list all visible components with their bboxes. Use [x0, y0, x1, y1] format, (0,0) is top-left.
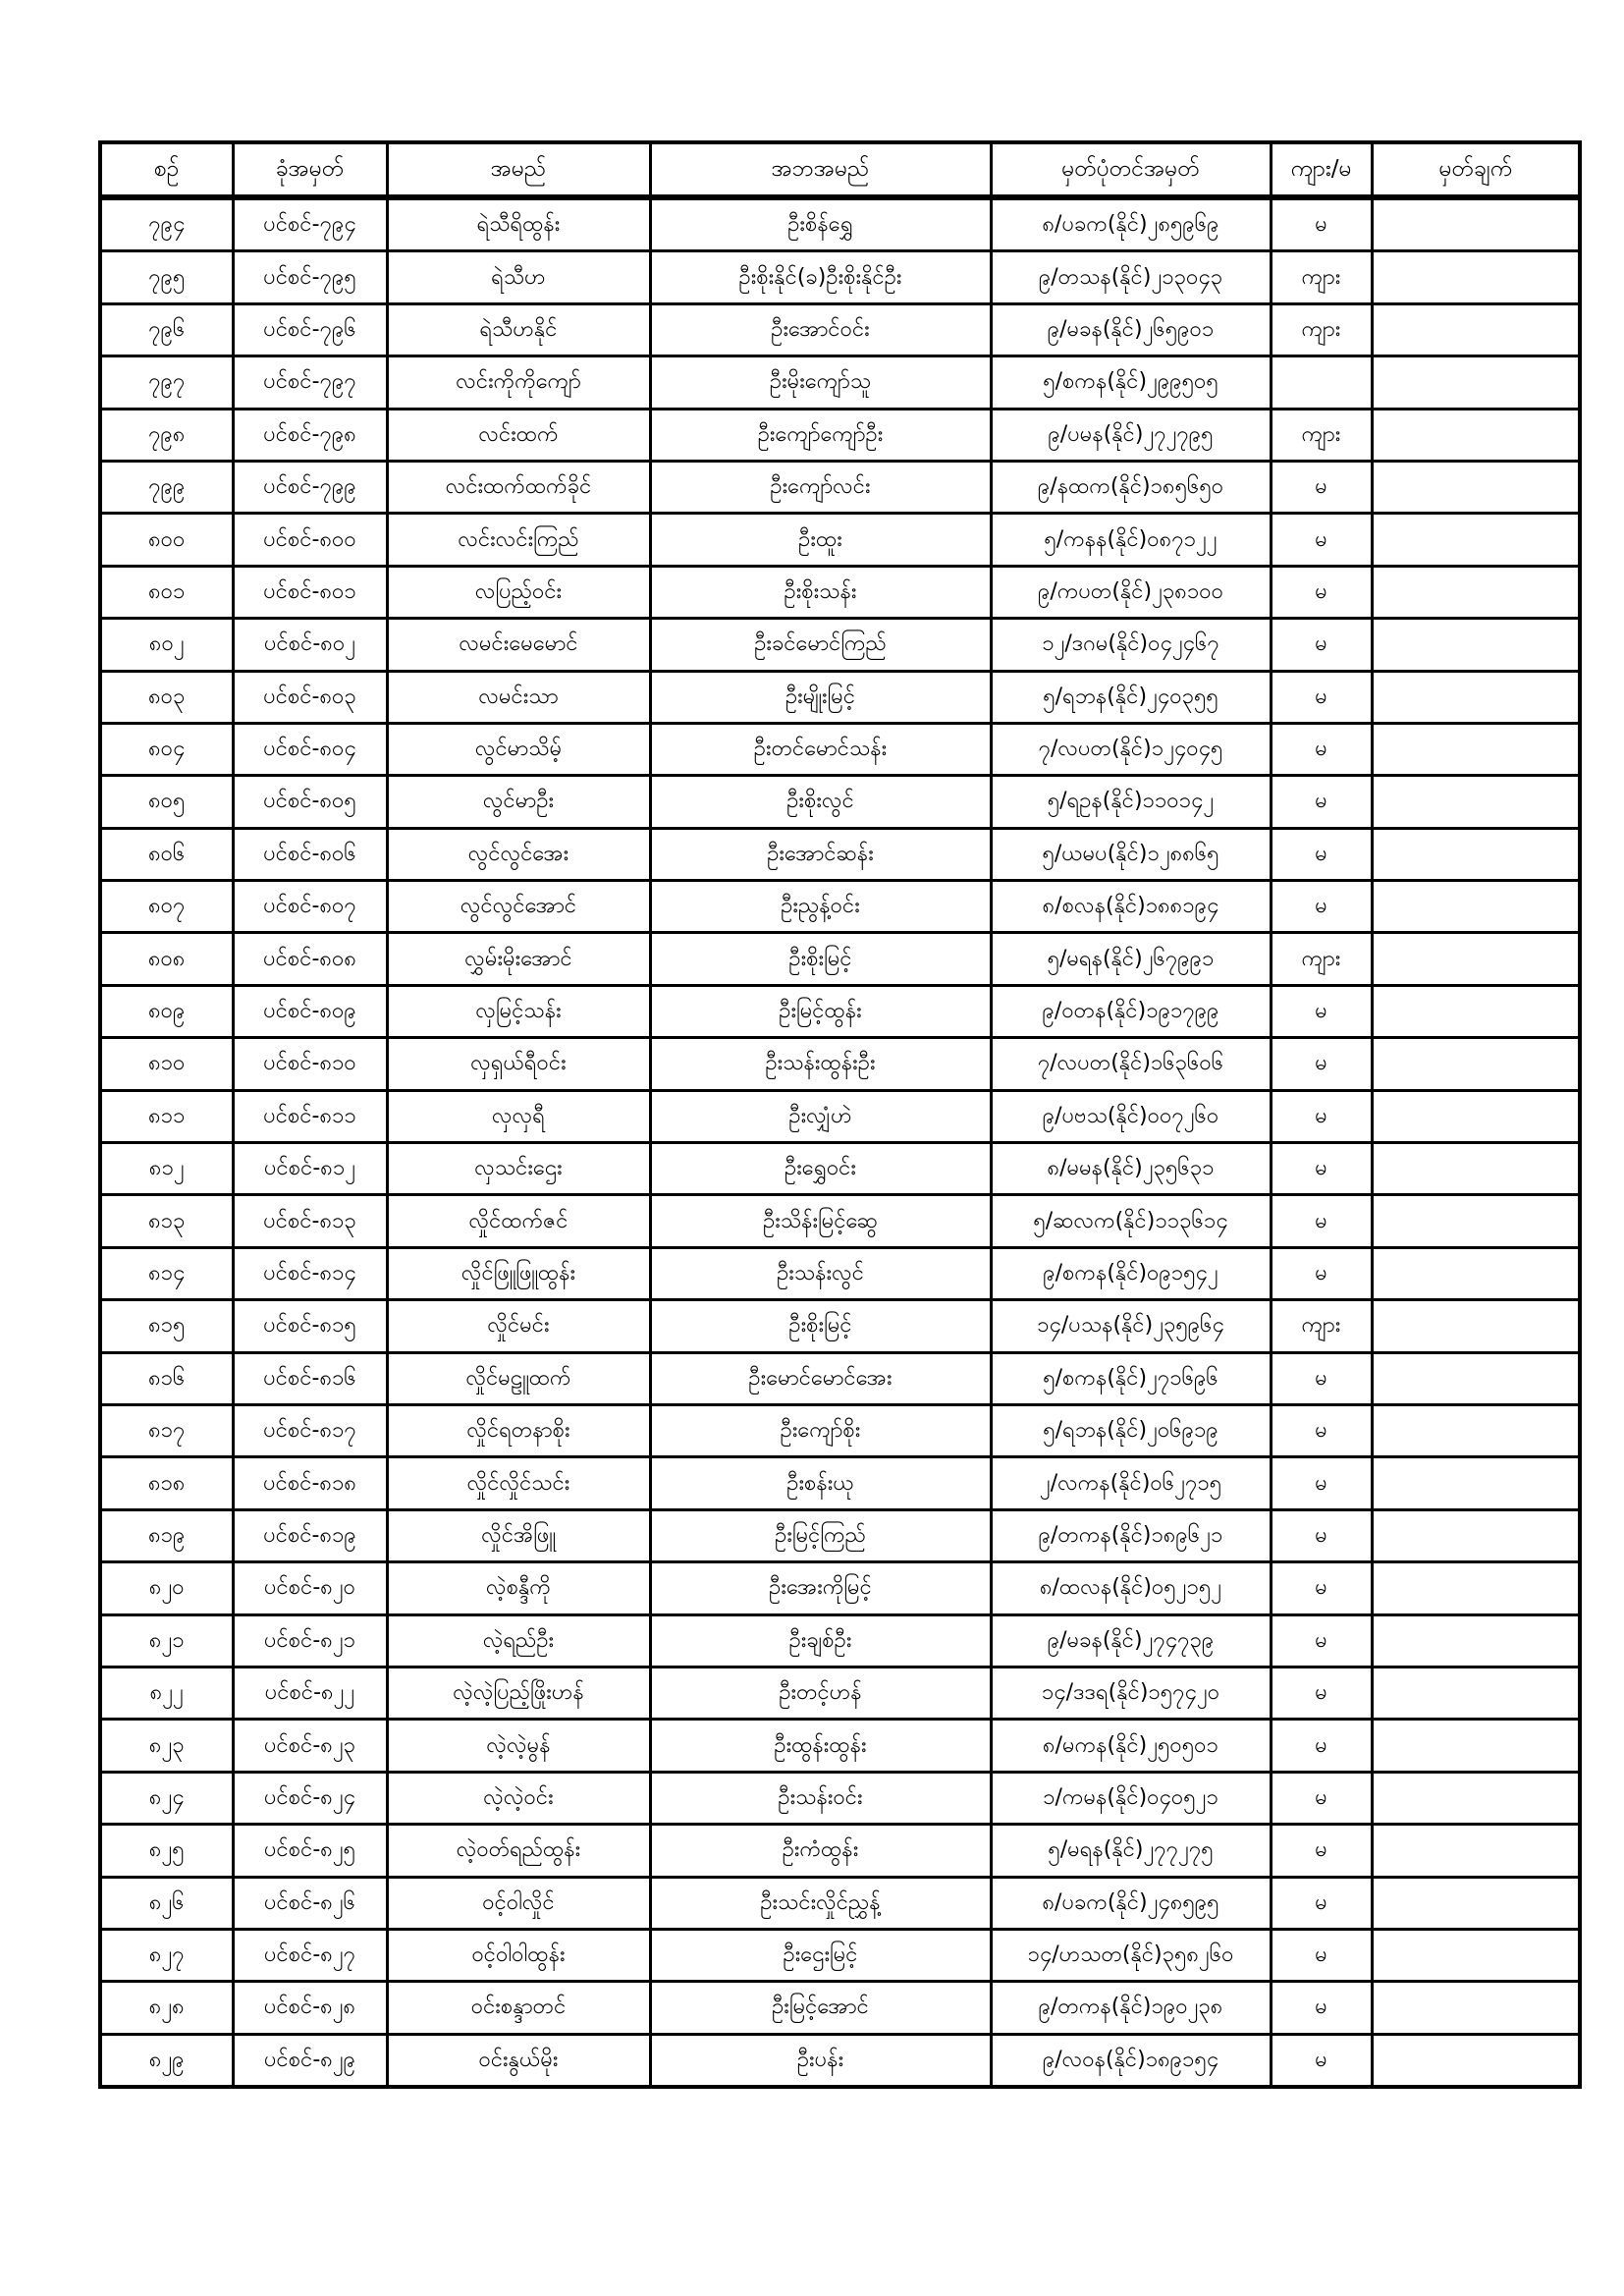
column-header-seat-number: ခုံအမှတ် [233, 142, 387, 197]
cell-seat-number: ပင်စင်-၈၁၆ [233, 1352, 387, 1404]
cell-nrc-number: ၉/ပဗသ(နိုင်)၀၀၇၂၆၀ [991, 1090, 1271, 1142]
cell-gender: မ [1271, 1404, 1372, 1456]
cell-seat-number: ပင်စင်-၈၀၇ [233, 881, 387, 933]
cell-nrc-number: ၇/လပတ(နိုင်)၁၆၃၆၀၆ [991, 1038, 1271, 1090]
table-row [100, 251, 1580, 303]
cell-seat-number: ပင်စင်-၈၂၁ [233, 1614, 387, 1667]
cell-father-name: ဦးအေးကိုမြင့် [650, 1562, 991, 1614]
table-body [100, 197, 1580, 2087]
cell-gender: မ [1271, 1509, 1372, 1561]
cell-name: ရဲသီရိထွန်း [387, 197, 650, 251]
cell-remarks [1372, 1720, 1580, 1772]
cell-serial-no: ၈၁၂ [100, 1143, 233, 1195]
cell-name: လဲ့လဲ့မွန် [387, 1720, 650, 1772]
cell-gender: မ [1271, 1090, 1372, 1142]
cell-nrc-number: ၁၄/ဟသတ(နိုင်)၃၅၈၂၆၀ [991, 1929, 1271, 1981]
column-header-nrc-number: မှတ်ပုံတင်အမှတ် [991, 142, 1271, 197]
table-row [100, 619, 1580, 671]
cell-father-name: ဦးစိုးသန်း [650, 566, 991, 618]
cell-name: လှိုင်ထက်ဇင် [387, 1195, 650, 1247]
cell-serial-no: ၈၁၁ [100, 1090, 233, 1142]
table-row [100, 1195, 1580, 1247]
column-header-remarks: မှတ်ချက် [1372, 142, 1580, 197]
cell-seat-number: ပင်စင်-၇၉၈ [233, 409, 387, 461]
table-row [100, 303, 1580, 355]
cell-nrc-number: ၉/မခန(နိုင်)၂၇၄၇၃၉ [991, 1614, 1271, 1667]
cell-name: လှိုင်လှိုင်သင်း [387, 1457, 650, 1509]
cell-remarks [1372, 985, 1580, 1037]
cell-name: လဲ့စန္ဒီကို [387, 1562, 650, 1614]
table-row [100, 933, 1580, 985]
cell-seat-number: ပင်စင်-၈၀၅ [233, 776, 387, 828]
table-row [100, 881, 1580, 933]
cell-serial-no: ၈၂၃ [100, 1720, 233, 1772]
cell-remarks [1372, 1562, 1580, 1614]
table-row [100, 1300, 1580, 1352]
cell-remarks [1372, 1195, 1580, 1247]
cell-serial-no: ၈၂၀ [100, 1562, 233, 1614]
cell-gender: မ [1271, 1877, 1372, 1929]
cell-seat-number: ပင်စင်-၇၉၇ [233, 356, 387, 409]
cell-seat-number: ပင်စင်-၈၂၃ [233, 1720, 387, 1772]
cell-seat-number: ပင်စင်-၈၀၄ [233, 723, 387, 775]
cell-father-name: ဦးသန်းလွင် [650, 1247, 991, 1299]
cell-nrc-number: ၈/စလန(နိုင်)၁၈၈၁၉၄ [991, 881, 1271, 933]
cell-gender: မ [1271, 671, 1372, 723]
cell-seat-number: ပင်စင်-၈၀၁ [233, 566, 387, 618]
header-row [100, 142, 1580, 197]
cell-father-name: ဦးထူး [650, 514, 991, 566]
cell-serial-no: ၇၉၄ [100, 197, 233, 251]
cell-serial-no: ၈၀၈ [100, 933, 233, 985]
cell-gender: မ [1271, 1143, 1372, 1195]
table-row [100, 1982, 1580, 2034]
table-row [100, 1457, 1580, 1509]
cell-seat-number: ပင်စင်-၈၁၉ [233, 1509, 387, 1561]
cell-father-name: ဦးသိန်းမြင့်ဆွေ [650, 1195, 991, 1247]
table-row [100, 1720, 1580, 1772]
cell-name: လှိုင်ဖြူဖြူထွန်း [387, 1247, 650, 1299]
cell-remarks [1372, 671, 1580, 723]
cell-remarks [1372, 409, 1580, 461]
cell-remarks [1372, 881, 1580, 933]
cell-remarks [1372, 2034, 1580, 2087]
cell-father-name: ဦးစိုးလွင် [650, 776, 991, 828]
cell-seat-number: ပင်စင်-၈၂၀ [233, 1562, 387, 1614]
cell-nrc-number: ၉/ကပတ(နိုင်)၂၃၈၁၀၀ [991, 566, 1271, 618]
cell-nrc-number: ၅/မရန(နိုင်)၂၆၇၉၉၁ [991, 933, 1271, 985]
cell-remarks [1372, 1143, 1580, 1195]
cell-father-name: ဦးမောင်မောင်အေး [650, 1352, 991, 1404]
cell-father-name: ဦးချစ်ဦး [650, 1614, 991, 1667]
cell-nrc-number: ၈/မကန(နိုင်)၂၅၀၅၀၁ [991, 1720, 1271, 1772]
cell-nrc-number: ၅/စကန(နိုင်)၂၉၉၅၀၅ [991, 356, 1271, 409]
cell-serial-no: ၈၀၆ [100, 828, 233, 880]
cell-gender: မ [1271, 776, 1372, 828]
cell-remarks [1372, 1614, 1580, 1667]
cell-remarks [1372, 1038, 1580, 1090]
cell-nrc-number: ၉/နထက(နိုင်)၁၈၅၆၅၀ [991, 461, 1271, 513]
cell-gender: မ [1271, 1614, 1372, 1667]
cell-gender: မ [1271, 1982, 1372, 2034]
table-row [100, 409, 1580, 461]
column-header-name: အမည် [387, 142, 650, 197]
cell-remarks [1372, 1929, 1580, 1981]
table-row [100, 514, 1580, 566]
column-header-gender: ကျား/မ [1271, 142, 1372, 197]
cell-name: လွင်မာဦး [387, 776, 650, 828]
cell-gender: မ [1271, 1352, 1372, 1404]
cell-gender: မ [1271, 619, 1372, 671]
cell-nrc-number: ၈/ပခက(နိုင်)၂၄၈၅၉၅ [991, 1877, 1271, 1929]
cell-nrc-number: ၁/ကမန(နိုင်)၀၄၀၅၂၁ [991, 1772, 1271, 1824]
cell-father-name: ဦးအောင်ဆန်း [650, 828, 991, 880]
cell-nrc-number: ၉/ဝတန(နိုင်)၁၉၁၇၉၉ [991, 985, 1271, 1037]
cell-serial-no: ၈၀၀ [100, 514, 233, 566]
cell-name: လွင်လွင်အေး [387, 828, 650, 880]
cell-seat-number: ပင်စင်-၇၉၆ [233, 303, 387, 355]
cell-remarks [1372, 1772, 1580, 1824]
cell-nrc-number: ၉/စကန(နိုင်)၀၉၁၅၄၂ [991, 1247, 1271, 1299]
cell-gender: မ [1271, 1195, 1372, 1247]
cell-gender: မ [1271, 1457, 1372, 1509]
cell-serial-no: ၈၁၆ [100, 1352, 233, 1404]
cell-father-name: ဦးပန်း [650, 2034, 991, 2087]
table-row [100, 356, 1580, 409]
table-row [100, 1929, 1580, 1981]
cell-father-name: ဦးအောင်ဝင်း [650, 303, 991, 355]
cell-father-name: ဦးကံထွန်း [650, 1825, 991, 1877]
cell-gender: မ [1271, 566, 1372, 618]
cell-name: လှလှရီ [387, 1090, 650, 1142]
cell-father-name: ဦးစိုးမြင့် [650, 933, 991, 985]
cell-nrc-number: ၅/ရဘန(နိုင်)၂၀၆၉၁၉ [991, 1404, 1271, 1456]
cell-remarks [1372, 723, 1580, 775]
cell-remarks [1372, 1825, 1580, 1877]
cell-name: ဝင်းစန္ဒာတင် [387, 1982, 650, 2034]
cell-father-name: ဦးမြင့်ကြည် [650, 1509, 991, 1561]
cell-name: လွင်လွင်အောင် [387, 881, 650, 933]
table-row [100, 1143, 1580, 1195]
cell-name: လှိုင်ရတနာစိုး [387, 1404, 650, 1456]
cell-name: ဝင့်ဝါလှိုင် [387, 1877, 650, 1929]
cell-serial-no: ၈၁၄ [100, 1247, 233, 1299]
cell-name: လမင်းမေမောင် [387, 619, 650, 671]
cell-seat-number: ပင်စင်-၈၁၀ [233, 1038, 387, 1090]
cell-father-name: ဦးစန်းယု [650, 1457, 991, 1509]
cell-remarks [1372, 1404, 1580, 1456]
cell-father-name: ဦးသန်းဝင်း [650, 1772, 991, 1824]
cell-name: လပြည့်ဝင်း [387, 566, 650, 618]
cell-seat-number: ပင်စင်-၈၀၃ [233, 671, 387, 723]
cell-seat-number: ပင်စင်-၈၂၉ [233, 2034, 387, 2087]
column-header-serial-no: စဉ် [100, 142, 233, 197]
cell-nrc-number: ၂/လကန(နိုင်)၀၆၂၇၁၅ [991, 1457, 1271, 1509]
cell-nrc-number: ၇/လပတ(နိုင်)၁၂၄၀၄၅ [991, 723, 1271, 775]
cell-nrc-number: ၅/ယမပ(နိုင်)၁၂၈၈၆၅ [991, 828, 1271, 880]
cell-seat-number: ပင်စင်-၈၀၈ [233, 933, 387, 985]
cell-remarks [1372, 619, 1580, 671]
candidate-list-table [98, 140, 1582, 2089]
cell-nrc-number: ၉/လဝန(နိုင်)၁၈၉၁၅၄ [991, 2034, 1271, 2087]
cell-gender: ကျား [1271, 409, 1372, 461]
table-row [100, 197, 1580, 251]
cell-remarks [1372, 356, 1580, 409]
cell-nrc-number: ၁၂/ဒဂမ(နိုင်)၀၄၂၄၆၇ [991, 619, 1271, 671]
cell-father-name: ဦးရွှေဝင်း [650, 1143, 991, 1195]
cell-name: လဲ့လဲ့ပြည့်ဖြိုးဟန် [387, 1667, 650, 1719]
cell-father-name: ဦးမျိုးမြင့် [650, 671, 991, 723]
cell-father-name: ဦးထွန်းထွန်း [650, 1720, 991, 1772]
cell-seat-number: ပင်စင်-၇၉၉ [233, 461, 387, 513]
cell-name: ရဲသီဟနိုင် [387, 303, 650, 355]
cell-remarks [1372, 197, 1580, 251]
cell-father-name: ဦးစိုးမြင့် [650, 1300, 991, 1352]
cell-remarks [1372, 461, 1580, 513]
cell-gender: မ [1271, 514, 1372, 566]
cell-serial-no: ၈၂၇ [100, 1929, 233, 1981]
cell-remarks [1372, 251, 1580, 303]
cell-gender [1271, 356, 1372, 409]
cell-gender: မ [1271, 723, 1372, 775]
cell-serial-no: ၈၂၂ [100, 1667, 233, 1719]
cell-gender: မ [1271, 1720, 1372, 1772]
cell-gender: မ [1271, 197, 1372, 251]
cell-name: လဲ့ဝတ်ရည်ထွန်း [387, 1825, 650, 1877]
cell-gender: မ [1271, 1825, 1372, 1877]
cell-gender: ကျား [1271, 251, 1372, 303]
cell-name: ဝင်းနွယ်မိုး [387, 2034, 650, 2087]
cell-serial-no: ၈၂၈ [100, 1982, 233, 2034]
cell-father-name: ဦးစိုးနိုင်(ခ)ဦးစိုးနိုင်ဦး [650, 251, 991, 303]
cell-remarks [1372, 1667, 1580, 1719]
cell-father-name: ဦးတင့်ဟန် [650, 1667, 991, 1719]
cell-name: လှရှယ်ရီဝင်း [387, 1038, 650, 1090]
cell-nrc-number: ၅/မရန(နိုင်)၂၇၇၂၇၅ [991, 1825, 1271, 1877]
cell-name: လှိုင်အိဖြူ [387, 1509, 650, 1561]
cell-seat-number: ပင်စင်-၈၁၃ [233, 1195, 387, 1247]
cell-seat-number: ပင်စင်-၈၀၀ [233, 514, 387, 566]
cell-serial-no: ၈၁၅ [100, 1300, 233, 1352]
cell-remarks [1372, 1352, 1580, 1404]
cell-remarks [1372, 303, 1580, 355]
cell-gender: မ [1271, 1562, 1372, 1614]
cell-seat-number: ပင်စင်-၈၀၆ [233, 828, 387, 880]
cell-nrc-number: ၅/ရဘန(နိုင်)၂၄၀၃၅၅ [991, 671, 1271, 723]
cell-serial-no: ၇၉၇ [100, 356, 233, 409]
cell-name: လင်းလင်းကြည် [387, 514, 650, 566]
cell-seat-number: ပင်စင်-၈၂၈ [233, 1982, 387, 2034]
cell-nrc-number: ၉/ပမန(နိုင်)၂၇၂၇၉၅ [991, 409, 1271, 461]
cell-father-name: ဦးညွန့်ဝင်း [650, 881, 991, 933]
cell-father-name: ဦးသန်းထွန်းဦး [650, 1038, 991, 1090]
cell-father-name: ဦးကျော်စိုး [650, 1404, 991, 1456]
table-row [100, 828, 1580, 880]
cell-seat-number: ပင်စင်-၈၂၇ [233, 1929, 387, 1981]
cell-serial-no: ၈၂၅ [100, 1825, 233, 1877]
cell-nrc-number: ၅/ရဥန(နိုင်)၁၁၀၁၄၂ [991, 776, 1271, 828]
cell-seat-number: ပင်စင်-၈၁၂ [233, 1143, 387, 1195]
cell-name: လှိုင်မင်း [387, 1300, 650, 1352]
cell-serial-no: ၇၉၉ [100, 461, 233, 513]
cell-father-name: ဦးကျော်ကျော်ဦး [650, 409, 991, 461]
cell-remarks [1372, 1300, 1580, 1352]
cell-nrc-number: ၈/မမန(နိုင်)၂၃၅၆၃၁ [991, 1143, 1271, 1195]
cell-gender: မ [1271, 2034, 1372, 2087]
cell-nrc-number: ၅/ဆလက(နိုင်)၁၁၃၆၁၄ [991, 1195, 1271, 1247]
cell-father-name: ဦးကျော်လင်း [650, 461, 991, 513]
table-row [100, 1090, 1580, 1142]
cell-gender: မ [1271, 1667, 1372, 1719]
table-row [100, 1825, 1580, 1877]
cell-serial-no: ၈၁၃ [100, 1195, 233, 1247]
cell-serial-no: ၈၀၄ [100, 723, 233, 775]
cell-father-name: ဦးဌေးမြင့် [650, 1929, 991, 1981]
table-row [100, 1614, 1580, 1667]
cell-nrc-number: ၉/တကန(နိုင်)၁၉၀၂၃၈ [991, 1982, 1271, 2034]
table-row [100, 1404, 1580, 1456]
cell-nrc-number: ၉/တကန(နိုင်)၁၈၉၆၂၁ [991, 1509, 1271, 1561]
cell-remarks [1372, 828, 1580, 880]
cell-seat-number: ပင်စင်-၈၁၈ [233, 1457, 387, 1509]
cell-name: လင်းထက်ထက်ခိုင် [387, 461, 650, 513]
cell-remarks [1372, 1509, 1580, 1561]
table-row [100, 1509, 1580, 1561]
cell-seat-number: ပင်စင်-၇၉၄ [233, 197, 387, 251]
cell-nrc-number: ၉/တသန(နိုင်)၂၁၃၀၄၃ [991, 251, 1271, 303]
table-row [100, 1247, 1580, 1299]
cell-name: လင်းထက် [387, 409, 650, 461]
cell-gender: ကျား [1271, 1300, 1372, 1352]
cell-serial-no: ၈၀၇ [100, 881, 233, 933]
table-row [100, 723, 1580, 775]
cell-name: လဲ့ရည်ဦး [387, 1614, 650, 1667]
cell-name: လွှမ်းမိုးအောင် [387, 933, 650, 985]
cell-serial-no: ၈၀၉ [100, 985, 233, 1037]
cell-serial-no: ၈၀၅ [100, 776, 233, 828]
cell-serial-no: ၈၂၁ [100, 1614, 233, 1667]
table-row [100, 1352, 1580, 1404]
cell-gender: မ [1271, 461, 1372, 513]
table-row [100, 1562, 1580, 1614]
cell-nrc-number: ၁၄/ဒဒရ(နိုင်)၁၅၇၄၂၀ [991, 1667, 1271, 1719]
cell-name: လှသင်းဌေး [387, 1143, 650, 1195]
cell-name: လှမြင့်သန်း [387, 985, 650, 1037]
column-header-father-name: အဘအမည် [650, 142, 991, 197]
cell-father-name: ဦးခင်မောင်ကြည် [650, 619, 991, 671]
cell-seat-number: ပင်စင်-၈၁၄ [233, 1247, 387, 1299]
cell-gender: မ [1271, 1038, 1372, 1090]
cell-nrc-number: ၁၄/ပသန(နိုင်)၂၃၅၉၆၄ [991, 1300, 1271, 1352]
cell-nrc-number: ၅/စကန(နိုင်)၂၇၁၆၉၆ [991, 1352, 1271, 1404]
cell-father-name: ဦးမြင့်အောင် [650, 1982, 991, 2034]
cell-name: လွင်မာသိမ့် [387, 723, 650, 775]
cell-name: လဲ့လဲ့ဝင်း [387, 1772, 650, 1824]
cell-seat-number: ပင်စင်-၈၀၂ [233, 619, 387, 671]
cell-seat-number: ပင်စင်-၈၂၆ [233, 1877, 387, 1929]
cell-serial-no: ၈၂၄ [100, 1772, 233, 1824]
cell-name: ရဲသီဟ [387, 251, 650, 303]
table-row [100, 776, 1580, 828]
cell-father-name: ဦးမိုးကျော်သူ [650, 356, 991, 409]
cell-gender: မ [1271, 1772, 1372, 1824]
cell-remarks [1372, 1877, 1580, 1929]
cell-remarks [1372, 776, 1580, 828]
cell-name: လမင်းသာ [387, 671, 650, 723]
cell-gender: ကျား [1271, 303, 1372, 355]
table-row [100, 671, 1580, 723]
cell-serial-no: ၈၁၀ [100, 1038, 233, 1090]
cell-serial-no: ၈၁၇ [100, 1404, 233, 1456]
cell-serial-no: ၇၉၅ [100, 251, 233, 303]
cell-remarks [1372, 1247, 1580, 1299]
cell-remarks [1372, 566, 1580, 618]
cell-remarks [1372, 933, 1580, 985]
cell-remarks [1372, 1090, 1580, 1142]
cell-gender: ကျား [1271, 933, 1372, 985]
cell-remarks [1372, 1982, 1580, 2034]
cell-seat-number: ပင်စင်-၈၂၄ [233, 1772, 387, 1824]
cell-nrc-number: ၉/မခန(နိုင်)၂၆၅၉၀၁ [991, 303, 1271, 355]
table-row [100, 985, 1580, 1037]
cell-seat-number: ပင်စင်-၈၁၅ [233, 1300, 387, 1352]
cell-gender: မ [1271, 828, 1372, 880]
cell-remarks [1372, 1457, 1580, 1509]
cell-nrc-number: ၈/ပခက(နိုင်)၂၈၅၉၆၉ [991, 197, 1271, 251]
cell-seat-number: ပင်စင်-၈၂၂ [233, 1667, 387, 1719]
cell-serial-no: ၈၀၂ [100, 619, 233, 671]
cell-seat-number: ပင်စင်-၈၀၉ [233, 985, 387, 1037]
cell-remarks [1372, 514, 1580, 566]
table-row [100, 566, 1580, 618]
cell-father-name: ဦးစိန်ရွှေ [650, 197, 991, 251]
cell-nrc-number: ၅/ကနန(နိုင်)၀၈၇၁၂၂ [991, 514, 1271, 566]
table-row [100, 2034, 1580, 2087]
cell-father-name: ဦးလျှံဟဲ [650, 1090, 991, 1142]
table-row [100, 1667, 1580, 1719]
cell-seat-number: ပင်စင်-၈၁၁ [233, 1090, 387, 1142]
cell-serial-no: ၈၂၉ [100, 2034, 233, 2087]
cell-gender: မ [1271, 1929, 1372, 1981]
table-row [100, 1772, 1580, 1824]
cell-gender: မ [1271, 881, 1372, 933]
table-row [100, 1038, 1580, 1090]
cell-serial-no: ၈၁၉ [100, 1509, 233, 1561]
cell-serial-no: ၇၉၈ [100, 409, 233, 461]
table-row [100, 461, 1580, 513]
cell-name: ဝင့်ဝါဝါထွန်း [387, 1929, 650, 1981]
table-row [100, 1877, 1580, 1929]
cell-serial-no: ၈၀၁ [100, 566, 233, 618]
cell-father-name: ဦးသင်းလှိုင်ညွှန့် [650, 1877, 991, 1929]
cell-gender: မ [1271, 1247, 1372, 1299]
cell-seat-number: ပင်စင်-၈၁၇ [233, 1404, 387, 1456]
table-header [100, 142, 1580, 197]
cell-serial-no: ၈၂၆ [100, 1877, 233, 1929]
cell-father-name: ဦးတင်မောင်သန်း [650, 723, 991, 775]
cell-name: လင်းကိုကိုကျော် [387, 356, 650, 409]
cell-serial-no: ၈၁၈ [100, 1457, 233, 1509]
cell-seat-number: ပင်စင်-၈၂၅ [233, 1825, 387, 1877]
cell-serial-no: ၈၀၃ [100, 671, 233, 723]
cell-nrc-number: ၈/ထလန(နိုင်)၀၅၂၁၅၂ [991, 1562, 1271, 1614]
cell-seat-number: ပင်စင်-၇၉၅ [233, 251, 387, 303]
cell-name: လှိုင်မဠူထက် [387, 1352, 650, 1404]
cell-father-name: ဦးမြင့်ထွန်း [650, 985, 991, 1037]
cell-gender: မ [1271, 985, 1372, 1037]
cell-serial-no: ၇၉၆ [100, 303, 233, 355]
